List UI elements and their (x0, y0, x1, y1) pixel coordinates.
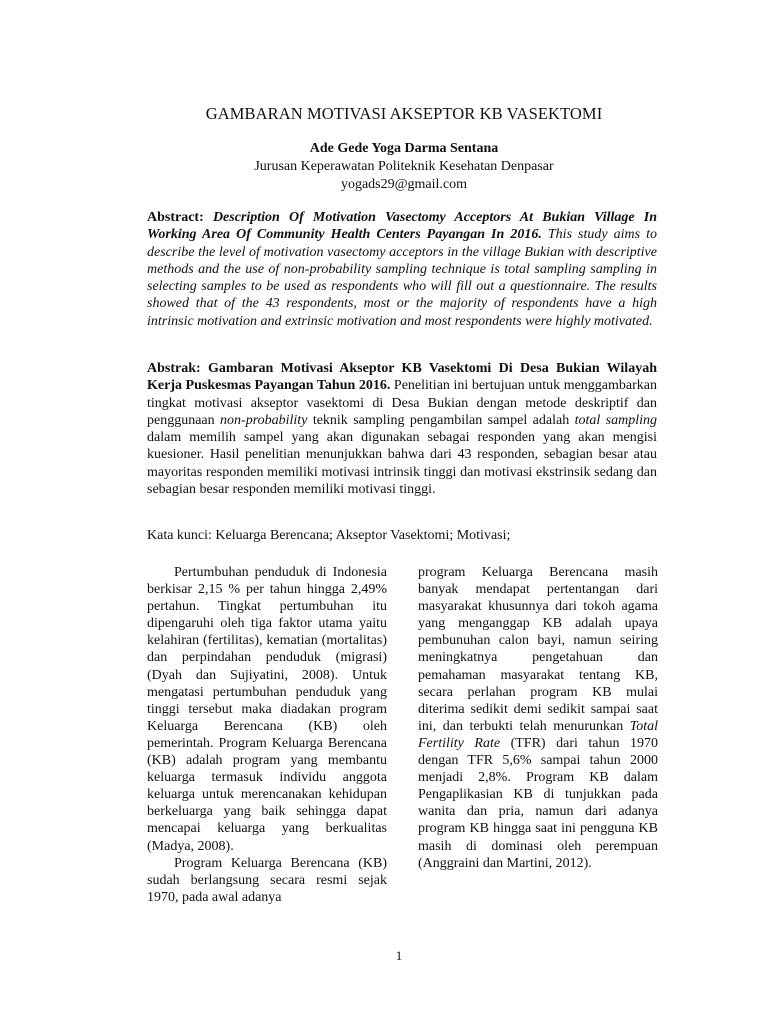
right-body-2: (TFR) dari tahun 1970 dengan TFR 5,6% sampai tahun 2000 menjadi 2,8%. Program KB dalam Pengaplikasian KB di tunjukkan pada wanita dan pria, namun dari adanya program KB hingga saat ini pengguna KB masih di dominasi oleh perempuan (Anggraini dan Martini, 2012). (418, 735, 659, 871)
abstract-id-body-3: dalam memilih sampel yang akan digunakan sebagai responden yang akan mengisi kuesioner. Hasil penelitian menunjukkan bahwa dari 43 responden, sebagian besar atau mayoritas responden memiliki motivasi intrinsik tinggi dan motivasi ekstrinsik sedang dan sebagian besar responden memiliki motivasi tinggi. (147, 430, 657, 498)
right-paragraph (418, 564, 658, 872)
author-name: Ade Gede Yoga Darma Sentana (309, 141, 499, 156)
right-italic-term: Total Fertility Rate (418, 718, 658, 751)
author-affiliation: Jurusan Keperawatan Politeknik Kesehatan Denpasar (254, 159, 554, 174)
right-column (418, 564, 658, 872)
abstract-id-italic-1: non-probability (220, 412, 308, 428)
right-body-1: program Keluarga Berencana masih banyak mendapat pertentangan dari masyarakat khusunnya dari tokoh agama yang menganggap KB adalah upaya pembunuhan calon bayi, namun seiring meningkatnya pengetahuan dan pemahaman masyarakat tentang KB, secara perlahan program KB mulai diterima sedikit demi sedikit sampai saat ini, dan terbukti telah menurunkan (418, 565, 658, 734)
abstract-id-body-1: Penelitian ini bertujuan untuk menggambarkan tingkat motivasi akseptor vasektomi di Desa Bukian dengan metode deskriptif dan penggunaan (147, 378, 657, 428)
abstract-en-body: This study aims to describe the level of motivation vasectomy acceptors in the village Bukian with descriptive methods and the use of non-probability sampling technique is total sampling sampling in selecting samples to be used as respondents who will fill out a questionnaire. The results showed that of the 43 respondents, most or the majority of respondents have a high intrinsic motivation and extrinsic motivation and most respondents were highly motivated. (147, 227, 658, 329)
abstract-en-label: Abstract: (147, 210, 204, 225)
abstract-id-heading: Gambaran Motivasi Akseptor KB Vasektomi Di Desa Bukian Wilayah Kerja Puskesmas Payangan Tahun 2016. (147, 361, 657, 394)
abstract-id-italic-2: total sampling (574, 412, 657, 428)
left-paragraph-1: Pertumbuhan penduduk di Indonesia berkisar 2,15 % per tahun hingga 2,49% pertahun. Tingkat pertumbuhan itu dipengaruhi oleh tiga faktor utama yaitu kelahiran (fertilitas), kematian (mortalitas) dan perpindahan penduduk (migrasi) (Dyah dan Sujiyatini, 2008). Untuk mengatasi pertumbuhan penduduk yang tinggi tersebut maka diadakan program Keluarga Berencana (KB) oleh pemerintah. Program Keluarga Berencana (KB) adalah program yang membantu keluarga termasuk individu anggota keluarga untuk merencanakan kehidupan berkeluarga yang baik sehingga dapat mencapai keluarga yang berkualitas (Madya, 2008). (147, 565, 387, 854)
page-number: 1 (395, 948, 403, 963)
left-column (147, 564, 387, 906)
abstract-en-heading: Description Of Motivation Vasectomy Acceptors At Bukian Village In Working Area Of Community Health Centers Payangan In 2016. (147, 210, 658, 243)
abstract-id-body-2: teknik sampling pengambilan sampel adalah (312, 412, 570, 428)
abstract-english (147, 209, 657, 330)
left-paragraph-2: Program Keluarga Berencana (KB) sudah berlangsung secara resmi sejak 1970, pada awal adanya (147, 855, 387, 905)
abstract-id-label: Abstrak: (147, 361, 201, 376)
author-email: yogads29@gmail.com (340, 177, 468, 192)
abstract-indonesian (147, 360, 657, 498)
paper-title: GAMBARAN MOTIVASI AKSEPTOR KB VASEKTOMI (205, 104, 603, 123)
keywords: Kata kunci: Keluarga Berencana; Akseptor Vasektomi; Motivasi; (147, 528, 511, 543)
